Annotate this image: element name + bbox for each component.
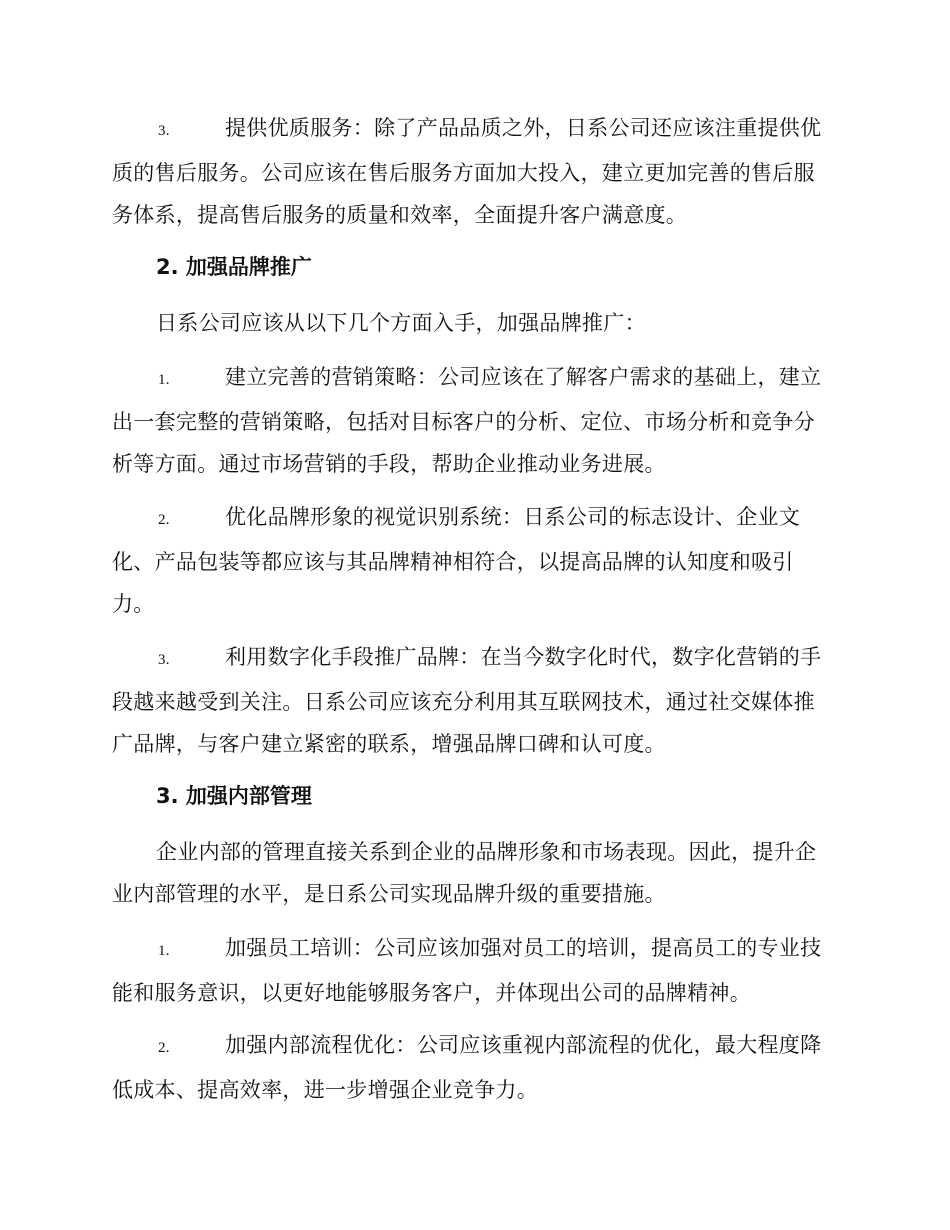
list-item-text: 加强员工培训：公司应该加强对员工的培训，提高员工的专业技能和服务意识，以更好地能够服务客户，并体现出公司的品牌精神。 [112, 936, 822, 1005]
list-item-number: 3. [158, 123, 170, 139]
list-item-text: 加强内部流程优化：公司应该重视内部流程的优化，最大程度降低成本、提高效率，进一步增强企业竞争力。 [112, 1033, 822, 1102]
list-item-number: 1. [158, 943, 170, 959]
list-item-number: 1. [158, 372, 170, 388]
list-item [112, 927, 836, 1014]
list-item [112, 356, 836, 485]
list-item-text: 建立完善的营销策略：公司应该在了解客户需求的基础上，建立出一套完整的营销策略，包括对目标客户的分析、定位、市场分析和竞争分析等方面。通过市场营销的手段，帮助企业推动业务进展。 [112, 365, 822, 476]
paragraph: 日系公司应该从以下几个方面入手，加强品牌推广： [156, 311, 646, 335]
list-item [112, 1024, 836, 1111]
list-item [112, 107, 836, 236]
list-item-number: 2. [158, 1040, 170, 1056]
section-heading: 2. 加强品牌推广 [156, 255, 312, 279]
paragraph: 企业内部的管理直接关系到企业的品牌形象和市场表现。因此，提升企业内部管理的水平，是日系公司实现品牌升级的重要措施。 [112, 840, 817, 906]
list-item-text: 优化品牌形象的视觉识别系统：日系公司的标志设计、企业文化、产品包装等都应该与其品牌精神相符合，以提高品牌的认知度和吸引力。 [112, 505, 801, 616]
list-item [112, 496, 836, 625]
list-item-number: 2. [158, 512, 170, 528]
list-item [112, 636, 836, 765]
list-item-number: 3. [158, 652, 170, 668]
list-item-text: 提供优质服务：除了产品品质之外，日系公司还应该注重提供优质的售后服务。公司应该在售后服务方面加大投入，建立更加完善的售后服务体系，提高售后服务的质量和效率，全面提升客户满意度。 [112, 116, 822, 227]
list-item-text: 利用数字化手段推广品牌：在当今数字化时代，数字化营销的手段越来越受到关注。日系公司应该充分利用其互联网技术，通过社交媒体推广品牌，与客户建立紧密的联系，增强品牌口碑和认可度。 [112, 645, 822, 756]
section-heading: 3. 加强内部管理 [156, 784, 312, 808]
